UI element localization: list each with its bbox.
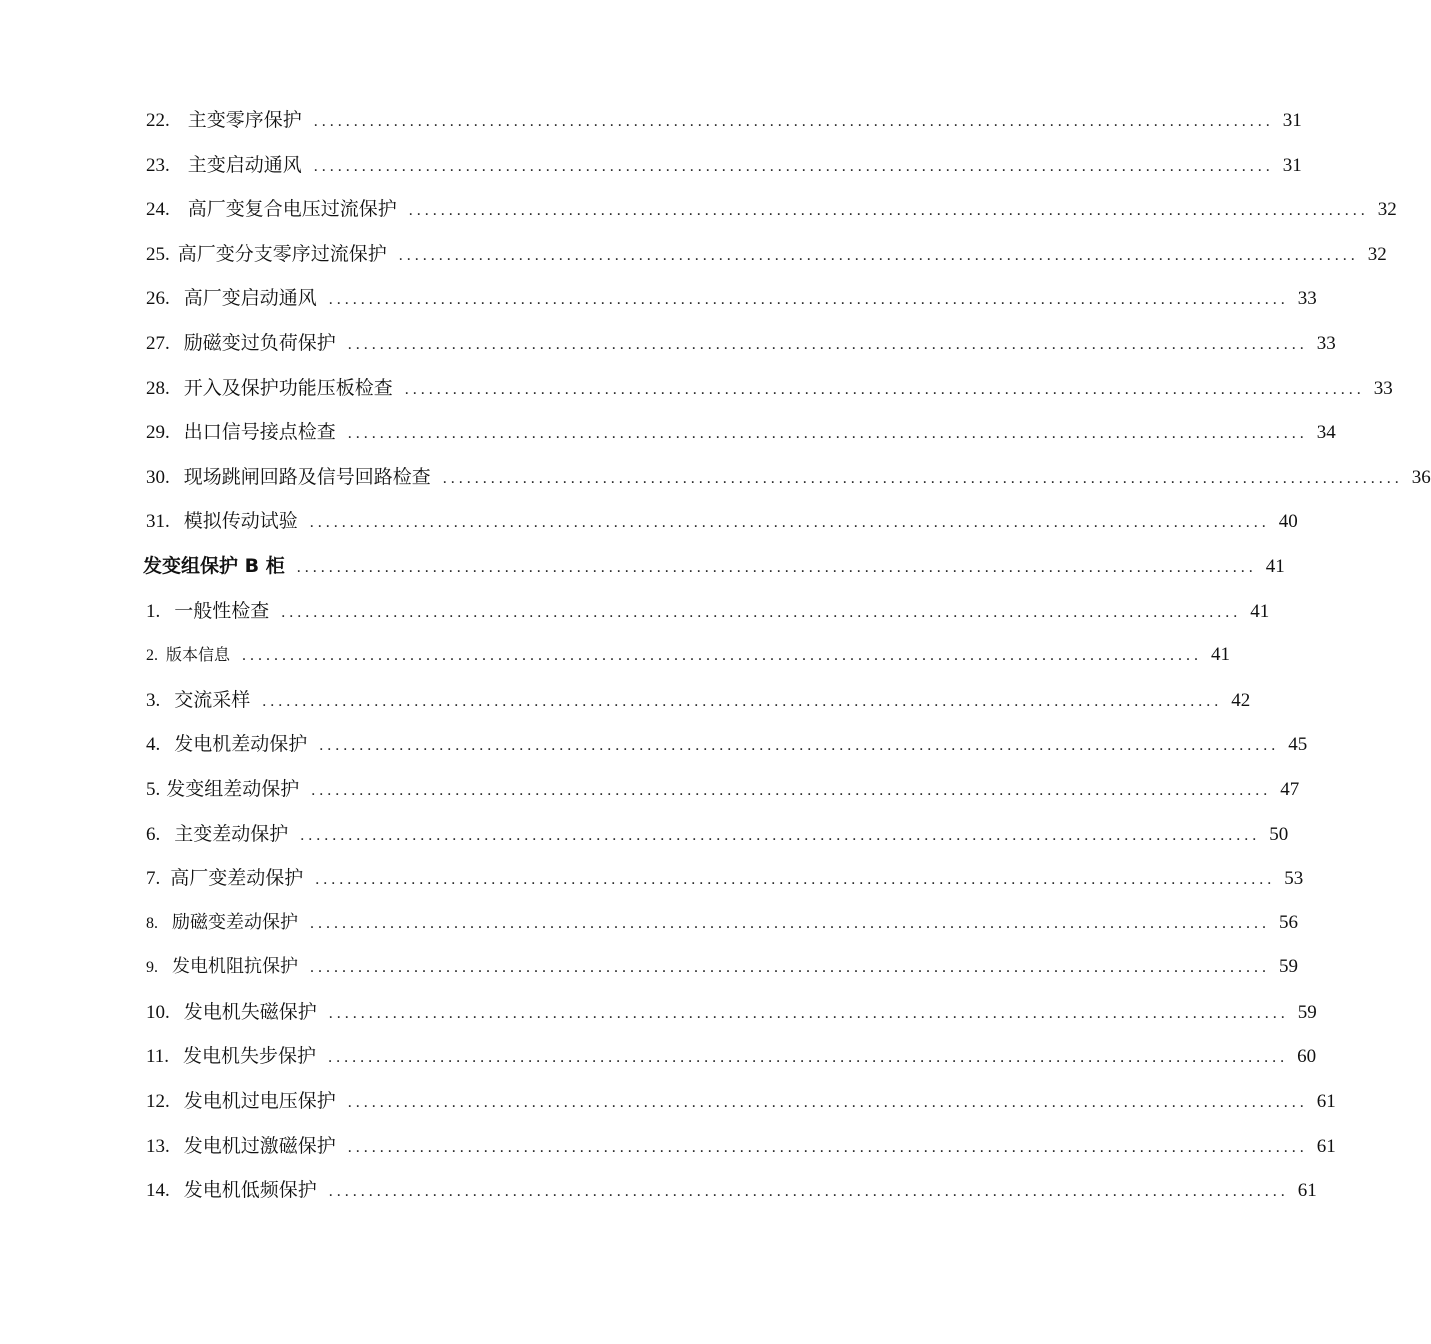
toc-entry[interactable] [146,499,1298,544]
entry-number: 22. [146,110,170,131]
toc-entry[interactable] [146,990,1317,1035]
entry-title: 高厂变启动通风 [183,287,317,310]
toc-entry[interactable] [146,143,1302,188]
toc-entry[interactable] [146,945,1298,990]
entry-title: 发电机失步保护 [183,1045,317,1068]
entry-number: 9. [146,959,158,977]
entry-page-number: 31 [1282,110,1302,131]
dot-leader: ........................................................................................................................ [281,603,1242,621]
toc-entry[interactable] [146,856,1304,901]
toc-entry[interactable] [146,1034,1317,1079]
dot-leader: ........................................................................................................................ [347,1138,1308,1156]
dot-leader: ........................................................................................................................ [315,871,1276,889]
entry-page-number: 59 [1279,956,1298,978]
dot-leader: ........................................................................................................................ [313,113,1274,130]
entry-number: 11. [146,1046,170,1068]
entry-title: 主变差动保护 [174,822,289,845]
entry-title: 主变启动通风 [187,153,302,176]
entry-number: 1. [146,600,161,622]
dot-leader: ........................................................................................................................ [328,1004,1289,1022]
dot-leader: ........................................................................................................................ [442,469,1403,487]
entry-title: 发电机低频保护 [183,1179,317,1202]
entry-title: 高厂变分支零序过流保护 [177,242,387,265]
toc-entry[interactable] [146,1168,1317,1213]
toc-entry[interactable] [146,232,1387,277]
dot-leader: ........................................................................................................................ [328,1049,1289,1067]
entry-title: 高厂变差动保护 [170,867,304,890]
entry-title: 一般性检查 [174,599,270,622]
dot-leader: ........................................................................................................................ [347,425,1308,443]
dot-leader: ........................................................................................................................ [408,202,1369,220]
toc-entry[interactable] [146,410,1336,455]
entry-number: 29. [146,422,170,444]
entry-page-number: 41 [1211,644,1231,666]
toc-entry[interactable] [146,98,1302,143]
entry-page-number: 42 [1231,689,1251,711]
entry-title: 发电机差动保护 [174,733,308,756]
entry-title: 发电机过激磁保护 [183,1134,336,1157]
entry-number: 5. [146,778,161,800]
toc-entry[interactable] [146,276,1317,321]
entry-title: 模拟传动试验 [183,510,298,533]
toc-entry[interactable] [146,678,1251,723]
entry-number: 30. [146,466,170,488]
entry-page-number: 32 [1367,243,1387,265]
toc-entry[interactable] [146,187,1397,232]
dot-leader: ........................................................................................................................ [310,914,1270,932]
toc-entry[interactable] [146,1124,1336,1169]
toc-entry[interactable] [146,1079,1336,1124]
toc-entry[interactable] [146,366,1393,411]
entry-page-number: 60 [1297,1046,1317,1068]
dot-leader: ........................................................................................................................ [328,1183,1289,1201]
entry-title: 励磁变差动保护 [172,911,298,933]
entry-title: 高厂变复合电压过流保护 [187,198,397,221]
entry-number: 7. [146,868,161,890]
dot-leader: ........................................................................................................................ [309,514,1270,532]
entry-number: 12. [146,1091,170,1113]
entry-page-number: 36 [1411,466,1431,488]
dot-leader: ........................................................................................................................ [398,246,1359,264]
entry-page-number: 33 [1316,332,1336,354]
entry-page-number: 41 [1265,555,1285,577]
entry-page-number: 33 [1373,377,1393,399]
entry-number: 4. [146,734,161,756]
entry-number: 31. [146,511,170,533]
entry-number: 10. [146,1001,170,1023]
toc-entry[interactable] [146,812,1289,857]
entry-page-number: 40 [1278,511,1298,533]
entry-title: 发电机失磁保护 [183,1000,317,1023]
toc-entry[interactable] [146,455,1431,500]
entry-title: 发电机阻抗保护 [172,956,298,978]
entry-page-number: 31 [1282,154,1302,176]
table-of-contents [0,98,1431,1213]
entry-title: 出口信号接点检查 [183,421,336,444]
entry-page-number: 61 [1316,1135,1336,1157]
entry-title: 现场跳闸回路及信号回路检查 [183,465,431,488]
entry-title: 励磁变过负荷保护 [183,331,336,354]
dot-leader: ........................................................................................................................ [313,157,1274,175]
entry-number: 27. [146,332,170,354]
entry-page-number: 50 [1269,823,1289,845]
entry-title: 主变零序保护 [187,109,302,131]
toc-entry[interactable] [146,722,1308,767]
dot-leader: ........................................................................................................................ [328,291,1289,309]
entry-number: 8. [146,914,158,932]
entry-number: 24. [146,199,170,221]
entry-title: 发变组差动保护 [166,777,300,800]
toc-entry[interactable] [146,767,1300,812]
toc-entry[interactable] [146,901,1298,946]
entry-number: 26. [146,288,170,310]
entry-page-number: 61 [1297,1180,1317,1202]
dot-leader: ........................................................................................................................ [347,1094,1308,1112]
entry-page-number: 45 [1288,734,1308,756]
toc-entry[interactable] [146,633,1231,678]
entry-page-number: 59 [1297,1001,1317,1023]
entry-number: 13. [146,1135,170,1157]
dot-leader: ........................................................................................................................ [300,826,1261,844]
toc-entry[interactable] [146,321,1336,366]
dot-leader: ........................................................................................................................ [311,781,1272,799]
section-title: 发变组保护 B 柜 [143,554,285,577]
entry-number: 2. [146,647,158,665]
entry-page-number: 47 [1280,778,1300,800]
entry-number: 14. [146,1180,170,1202]
toc-section-heading[interactable] [143,544,1285,589]
dot-leader: ........................................................................................................................ [319,737,1280,755]
entry-number: 28. [146,377,170,399]
entry-page-number: 41 [1250,600,1270,622]
dot-leader: ........................................................................................................................ [262,692,1223,710]
entry-number: 3. [146,689,161,711]
entry-page-number: 32 [1377,199,1397,221]
entry-title: 交流采样 [174,688,251,711]
dot-leader: ........................................................................................................................ [310,959,1270,977]
entry-number: 23. [146,154,170,176]
entry-page-number: 33 [1297,288,1317,310]
dot-leader: ........................................................................................................................ [404,380,1365,398]
dot-leader: ........................................................................................................................ [242,647,1203,665]
toc-entry[interactable] [146,589,1270,634]
entry-page-number: 61 [1316,1091,1336,1113]
entry-title: 开入及保护功能压板检查 [183,376,393,399]
entry-number: 6. [146,823,161,845]
entry-page-number: 53 [1284,868,1304,890]
entry-page-number: 34 [1316,422,1336,444]
entry-title: 发电机过电压保护 [183,1090,336,1113]
dot-leader: ........................................................................................................................ [347,335,1308,353]
entry-page-number: 56 [1279,911,1298,933]
entry-title: 版本信息 [166,645,231,665]
dot-leader: ........................................................................................................................ [296,558,1257,576]
entry-number: 25. [146,243,170,265]
